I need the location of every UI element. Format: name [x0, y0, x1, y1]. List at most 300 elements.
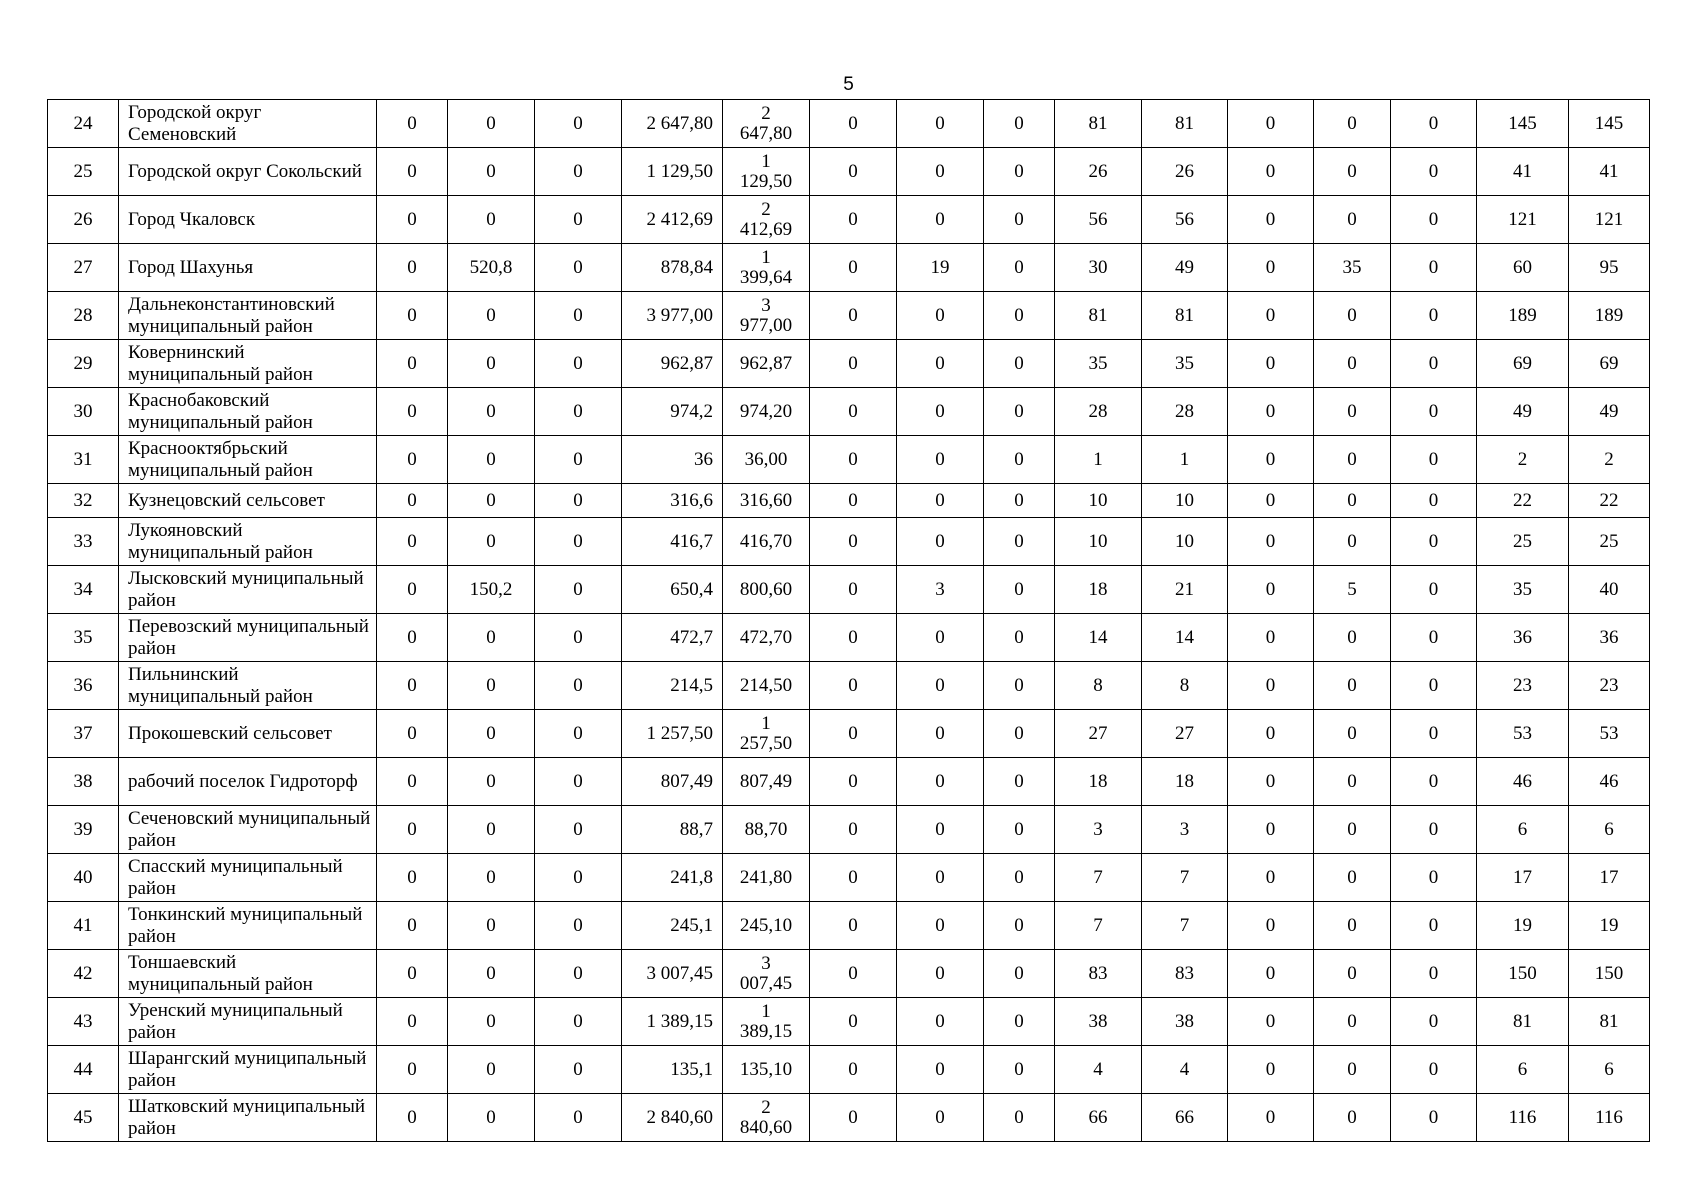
value-cell-c15: 46 [1569, 758, 1650, 806]
value-cell-c1: 0 [377, 1094, 448, 1142]
value-cell-c7: 3 [897, 566, 984, 614]
value-cell-c8: 0 [984, 148, 1055, 196]
value-cell-c5: 316,60 [723, 484, 810, 518]
value-cell-c10: 18 [1142, 758, 1228, 806]
row-number-cell: 33 [48, 518, 119, 566]
value-cell-c10: 7 [1142, 902, 1228, 950]
value-cell-c1: 0 [377, 388, 448, 436]
value-cell-c8: 0 [984, 1094, 1055, 1142]
row-number-cell: 39 [48, 806, 119, 854]
value-cell-c11: 0 [1228, 100, 1314, 148]
table-row [48, 998, 1650, 1046]
value-cell-c12: 0 [1314, 1094, 1391, 1142]
value-cell-c5: 2 647,80 [723, 100, 810, 148]
value-cell-c13: 0 [1391, 1046, 1477, 1094]
data-table [47, 99, 1650, 1142]
value-cell-c13: 0 [1391, 806, 1477, 854]
value-cell-c11: 0 [1228, 998, 1314, 1046]
value-cell-c13: 0 [1391, 950, 1477, 998]
value-cell-c6: 0 [810, 998, 897, 1046]
value-cell-c8: 0 [984, 758, 1055, 806]
value-cell-c12: 0 [1314, 998, 1391, 1046]
value-cell-c5: 36,00 [723, 436, 810, 484]
value-cell-c3: 0 [535, 758, 622, 806]
value-cell-c14: 60 [1477, 244, 1569, 292]
table-row [48, 518, 1650, 566]
territory-name-cell: Дальнеконстантиновский муниципальный район [119, 292, 377, 340]
value-cell-c11: 0 [1228, 244, 1314, 292]
territory-name-cell: Городской округ Сокольский [119, 148, 377, 196]
value-cell-c15: 25 [1569, 518, 1650, 566]
value-cell-c7: 0 [897, 484, 984, 518]
value-cell-c9: 83 [1055, 950, 1142, 998]
value-cell-c13: 0 [1391, 340, 1477, 388]
table-row [48, 100, 1650, 148]
value-cell-c2: 0 [448, 806, 535, 854]
value-cell-c6: 0 [810, 148, 897, 196]
value-cell-c14: 2 [1477, 436, 1569, 484]
value-cell-c9: 18 [1055, 566, 1142, 614]
value-cell-c15: 49 [1569, 388, 1650, 436]
value-cell-c2: 0 [448, 998, 535, 1046]
value-cell-c14: 69 [1477, 340, 1569, 388]
value-cell-c7: 0 [897, 1046, 984, 1094]
value-cell-c5: 472,70 [723, 614, 810, 662]
value-cell-c14: 6 [1477, 1046, 1569, 1094]
value-cell-c7: 0 [897, 710, 984, 758]
value-cell-c2: 0 [448, 148, 535, 196]
value-cell-c4: 316,6 [622, 484, 723, 518]
value-cell-c9: 4 [1055, 1046, 1142, 1094]
value-cell-c11: 0 [1228, 854, 1314, 902]
row-number-cell: 35 [48, 614, 119, 662]
value-cell-c11: 0 [1228, 292, 1314, 340]
value-cell-c15: 189 [1569, 292, 1650, 340]
value-cell-c14: 81 [1477, 998, 1569, 1046]
value-cell-c8: 0 [984, 340, 1055, 388]
value-cell-c12: 0 [1314, 148, 1391, 196]
value-cell-c13: 0 [1391, 854, 1477, 902]
row-number-cell: 29 [48, 340, 119, 388]
value-cell-c14: 116 [1477, 1094, 1569, 1142]
value-cell-c11: 0 [1228, 1094, 1314, 1142]
value-cell-c10: 27 [1142, 710, 1228, 758]
value-cell-c4: 135,1 [622, 1046, 723, 1094]
value-cell-c14: 23 [1477, 662, 1569, 710]
value-cell-c2: 0 [448, 388, 535, 436]
value-cell-c11: 0 [1228, 614, 1314, 662]
territory-name-cell: Перевозский муниципальный район [119, 614, 377, 662]
value-cell-c5: 800,60 [723, 566, 810, 614]
value-cell-c4: 1 257,50 [622, 710, 723, 758]
value-cell-c10: 8 [1142, 662, 1228, 710]
value-cell-c9: 81 [1055, 100, 1142, 148]
value-cell-c5: 1 257,50 [723, 710, 810, 758]
value-cell-c3: 0 [535, 806, 622, 854]
value-cell-c10: 81 [1142, 292, 1228, 340]
value-cell-c11: 0 [1228, 710, 1314, 758]
value-cell-c6: 0 [810, 244, 897, 292]
table-row [48, 806, 1650, 854]
territory-name-cell: Лукояновский муниципальный район [119, 518, 377, 566]
value-cell-c4: 807,49 [622, 758, 723, 806]
value-cell-c3: 0 [535, 196, 622, 244]
territory-name-cell: Ковернинский муниципальный район [119, 340, 377, 388]
value-cell-c10: 56 [1142, 196, 1228, 244]
value-cell-c7: 0 [897, 854, 984, 902]
table-row [48, 1094, 1650, 1142]
value-cell-c15: 23 [1569, 662, 1650, 710]
value-cell-c5: 3 007,45 [723, 950, 810, 998]
value-cell-c4: 36 [622, 436, 723, 484]
value-cell-c4: 3 977,00 [622, 292, 723, 340]
value-cell-c4: 88,7 [622, 806, 723, 854]
value-cell-c3: 0 [535, 854, 622, 902]
row-number-cell: 24 [48, 100, 119, 148]
value-cell-c9: 30 [1055, 244, 1142, 292]
value-cell-c13: 0 [1391, 148, 1477, 196]
value-cell-c2: 520,8 [448, 244, 535, 292]
value-cell-c1: 0 [377, 484, 448, 518]
value-cell-c14: 121 [1477, 196, 1569, 244]
value-cell-c8: 0 [984, 518, 1055, 566]
value-cell-c13: 0 [1391, 292, 1477, 340]
value-cell-c4: 3 007,45 [622, 950, 723, 998]
value-cell-c13: 0 [1391, 710, 1477, 758]
territory-name-cell: Краснооктябрьский муниципальный район [119, 436, 377, 484]
territory-name-cell: Тоншаевский муниципальный район [119, 950, 377, 998]
value-cell-c8: 0 [984, 662, 1055, 710]
value-cell-c9: 28 [1055, 388, 1142, 436]
table-body [48, 100, 1650, 1142]
value-cell-c15: 53 [1569, 710, 1650, 758]
value-cell-c12: 0 [1314, 436, 1391, 484]
value-cell-c14: 46 [1477, 758, 1569, 806]
value-cell-c15: 6 [1569, 1046, 1650, 1094]
value-cell-c8: 0 [984, 388, 1055, 436]
value-cell-c12: 0 [1314, 758, 1391, 806]
value-cell-c11: 0 [1228, 662, 1314, 710]
table-row [48, 710, 1650, 758]
value-cell-c7: 0 [897, 388, 984, 436]
table-row [48, 196, 1650, 244]
table-row [48, 484, 1650, 518]
value-cell-c6: 0 [810, 196, 897, 244]
territory-name-cell: Кузнецовский сельсовет [119, 484, 377, 518]
value-cell-c1: 0 [377, 806, 448, 854]
value-cell-c1: 0 [377, 518, 448, 566]
value-cell-c9: 66 [1055, 1094, 1142, 1142]
territory-name-cell: рабочий поселок Гидроторф [119, 758, 377, 806]
value-cell-c4: 214,5 [622, 662, 723, 710]
value-cell-c6: 0 [810, 1046, 897, 1094]
row-number-cell: 30 [48, 388, 119, 436]
value-cell-c6: 0 [810, 950, 897, 998]
value-cell-c1: 0 [377, 436, 448, 484]
value-cell-c4: 974,2 [622, 388, 723, 436]
value-cell-c15: 69 [1569, 340, 1650, 388]
value-cell-c1: 0 [377, 662, 448, 710]
value-cell-c13: 0 [1391, 388, 1477, 436]
value-cell-c12: 0 [1314, 388, 1391, 436]
value-cell-c8: 0 [984, 436, 1055, 484]
territory-name-cell: Тонкинский муниципальный район [119, 902, 377, 950]
value-cell-c4: 416,7 [622, 518, 723, 566]
value-cell-c2: 0 [448, 100, 535, 148]
value-cell-c9: 7 [1055, 854, 1142, 902]
value-cell-c13: 0 [1391, 484, 1477, 518]
territory-name-cell: Шатковский муниципальный район [119, 1094, 377, 1142]
value-cell-c7: 0 [897, 950, 984, 998]
table-row [48, 758, 1650, 806]
value-cell-c2: 0 [448, 710, 535, 758]
row-number-cell: 25 [48, 148, 119, 196]
value-cell-c10: 14 [1142, 614, 1228, 662]
value-cell-c9: 1 [1055, 436, 1142, 484]
value-cell-c10: 1 [1142, 436, 1228, 484]
value-cell-c3: 0 [535, 902, 622, 950]
value-cell-c14: 53 [1477, 710, 1569, 758]
value-cell-c14: 6 [1477, 806, 1569, 854]
value-cell-c1: 0 [377, 758, 448, 806]
value-cell-c4: 1 129,50 [622, 148, 723, 196]
value-cell-c12: 0 [1314, 1046, 1391, 1094]
value-cell-c9: 3 [1055, 806, 1142, 854]
value-cell-c7: 0 [897, 100, 984, 148]
value-cell-c15: 6 [1569, 806, 1650, 854]
row-number-cell: 32 [48, 484, 119, 518]
value-cell-c5: 1 129,50 [723, 148, 810, 196]
territory-name-cell: Краснобаковский муниципальный район [119, 388, 377, 436]
value-cell-c8: 0 [984, 854, 1055, 902]
row-number-cell: 27 [48, 244, 119, 292]
value-cell-c6: 0 [810, 566, 897, 614]
value-cell-c3: 0 [535, 484, 622, 518]
value-cell-c5: 214,50 [723, 662, 810, 710]
value-cell-c6: 0 [810, 436, 897, 484]
value-cell-c4: 650,4 [622, 566, 723, 614]
value-cell-c12: 0 [1314, 100, 1391, 148]
value-cell-c4: 2 840,60 [622, 1094, 723, 1142]
value-cell-c11: 0 [1228, 388, 1314, 436]
table-row [48, 292, 1650, 340]
value-cell-c8: 0 [984, 566, 1055, 614]
value-cell-c4: 2 647,80 [622, 100, 723, 148]
value-cell-c11: 0 [1228, 518, 1314, 566]
value-cell-c10: 49 [1142, 244, 1228, 292]
value-cell-c3: 0 [535, 292, 622, 340]
value-cell-c1: 0 [377, 196, 448, 244]
value-cell-c6: 0 [810, 758, 897, 806]
value-cell-c14: 36 [1477, 614, 1569, 662]
value-cell-c1: 0 [377, 340, 448, 388]
value-cell-c14: 19 [1477, 902, 1569, 950]
value-cell-c15: 95 [1569, 244, 1650, 292]
territory-name-cell: Городской округ Семеновский [119, 100, 377, 148]
table-row [48, 388, 1650, 436]
value-cell-c9: 7 [1055, 902, 1142, 950]
value-cell-c2: 0 [448, 662, 535, 710]
value-cell-c5: 962,87 [723, 340, 810, 388]
table-row [48, 662, 1650, 710]
value-cell-c8: 0 [984, 806, 1055, 854]
row-number-cell: 26 [48, 196, 119, 244]
value-cell-c6: 0 [810, 902, 897, 950]
value-cell-c2: 150,2 [448, 566, 535, 614]
value-cell-c13: 0 [1391, 244, 1477, 292]
value-cell-c4: 241,8 [622, 854, 723, 902]
value-cell-c12: 0 [1314, 902, 1391, 950]
value-cell-c2: 0 [448, 950, 535, 998]
value-cell-c3: 0 [535, 614, 622, 662]
territory-name-cell: Пильнинский муниципальный район [119, 662, 377, 710]
value-cell-c10: 10 [1142, 484, 1228, 518]
value-cell-c1: 0 [377, 902, 448, 950]
row-number-cell: 42 [48, 950, 119, 998]
value-cell-c11: 0 [1228, 902, 1314, 950]
value-cell-c13: 0 [1391, 758, 1477, 806]
value-cell-c15: 116 [1569, 1094, 1650, 1142]
value-cell-c9: 8 [1055, 662, 1142, 710]
value-cell-c12: 0 [1314, 518, 1391, 566]
value-cell-c6: 0 [810, 292, 897, 340]
value-cell-c10: 10 [1142, 518, 1228, 566]
value-cell-c7: 0 [897, 902, 984, 950]
value-cell-c7: 0 [897, 1094, 984, 1142]
value-cell-c7: 0 [897, 292, 984, 340]
value-cell-c6: 0 [810, 518, 897, 566]
value-cell-c2: 0 [448, 196, 535, 244]
value-cell-c5: 2 412,69 [723, 196, 810, 244]
value-cell-c7: 19 [897, 244, 984, 292]
value-cell-c9: 10 [1055, 484, 1142, 518]
value-cell-c2: 0 [448, 902, 535, 950]
value-cell-c14: 189 [1477, 292, 1569, 340]
table-row [48, 1046, 1650, 1094]
value-cell-c9: 81 [1055, 292, 1142, 340]
value-cell-c11: 0 [1228, 196, 1314, 244]
value-cell-c8: 0 [984, 244, 1055, 292]
value-cell-c15: 145 [1569, 100, 1650, 148]
territory-name-cell: Спасский муниципальный район [119, 854, 377, 902]
row-number-cell: 45 [48, 1094, 119, 1142]
value-cell-c10: 3 [1142, 806, 1228, 854]
value-cell-c3: 0 [535, 710, 622, 758]
value-cell-c4: 1 389,15 [622, 998, 723, 1046]
value-cell-c15: 17 [1569, 854, 1650, 902]
value-cell-c13: 0 [1391, 100, 1477, 148]
value-cell-c13: 0 [1391, 614, 1477, 662]
value-cell-c4: 878,84 [622, 244, 723, 292]
territory-name-cell: Уренский муниципальный район [119, 998, 377, 1046]
value-cell-c10: 7 [1142, 854, 1228, 902]
value-cell-c13: 0 [1391, 998, 1477, 1046]
value-cell-c15: 41 [1569, 148, 1650, 196]
row-number-cell: 44 [48, 1046, 119, 1094]
value-cell-c2: 0 [448, 1094, 535, 1142]
value-cell-c14: 150 [1477, 950, 1569, 998]
value-cell-c6: 0 [810, 1094, 897, 1142]
value-cell-c2: 0 [448, 484, 535, 518]
value-cell-c8: 0 [984, 292, 1055, 340]
value-cell-c1: 0 [377, 1046, 448, 1094]
value-cell-c2: 0 [448, 1046, 535, 1094]
value-cell-c3: 0 [535, 436, 622, 484]
territory-name-cell: Лысковский муниципальный район [119, 566, 377, 614]
value-cell-c6: 0 [810, 662, 897, 710]
value-cell-c12: 0 [1314, 662, 1391, 710]
value-cell-c15: 22 [1569, 484, 1650, 518]
value-cell-c11: 0 [1228, 758, 1314, 806]
value-cell-c15: 121 [1569, 196, 1650, 244]
value-cell-c3: 0 [535, 388, 622, 436]
value-cell-c6: 0 [810, 854, 897, 902]
value-cell-c12: 0 [1314, 806, 1391, 854]
value-cell-c1: 0 [377, 148, 448, 196]
value-cell-c13: 0 [1391, 1094, 1477, 1142]
value-cell-c11: 0 [1228, 806, 1314, 854]
value-cell-c10: 21 [1142, 566, 1228, 614]
value-cell-c9: 38 [1055, 998, 1142, 1046]
value-cell-c6: 0 [810, 710, 897, 758]
value-cell-c3: 0 [535, 998, 622, 1046]
value-cell-c5: 416,70 [723, 518, 810, 566]
value-cell-c5: 807,49 [723, 758, 810, 806]
table-row [48, 854, 1650, 902]
value-cell-c13: 0 [1391, 566, 1477, 614]
value-cell-c14: 35 [1477, 566, 1569, 614]
value-cell-c1: 0 [377, 292, 448, 340]
value-cell-c14: 41 [1477, 148, 1569, 196]
value-cell-c3: 0 [535, 950, 622, 998]
value-cell-c7: 0 [897, 518, 984, 566]
table-row [48, 950, 1650, 998]
value-cell-c10: 26 [1142, 148, 1228, 196]
value-cell-c10: 83 [1142, 950, 1228, 998]
territory-name-cell: Сеченовский муниципальный район [119, 806, 377, 854]
value-cell-c7: 0 [897, 340, 984, 388]
table-row [48, 340, 1650, 388]
value-cell-c5: 974,20 [723, 388, 810, 436]
value-cell-c3: 0 [535, 1094, 622, 1142]
value-cell-c8: 0 [984, 196, 1055, 244]
value-cell-c15: 40 [1569, 566, 1650, 614]
territory-name-cell: Город Шахунья [119, 244, 377, 292]
value-cell-c14: 49 [1477, 388, 1569, 436]
value-cell-c12: 0 [1314, 854, 1391, 902]
value-cell-c5: 2 840,60 [723, 1094, 810, 1142]
value-cell-c15: 19 [1569, 902, 1650, 950]
value-cell-c13: 0 [1391, 902, 1477, 950]
value-cell-c4: 472,7 [622, 614, 723, 662]
row-number-cell: 38 [48, 758, 119, 806]
value-cell-c1: 0 [377, 998, 448, 1046]
value-cell-c12: 5 [1314, 566, 1391, 614]
value-cell-c7: 0 [897, 614, 984, 662]
value-cell-c12: 35 [1314, 244, 1391, 292]
table-row [48, 436, 1650, 484]
table-row [48, 244, 1650, 292]
value-cell-c10: 4 [1142, 1046, 1228, 1094]
row-number-cell: 31 [48, 436, 119, 484]
value-cell-c1: 0 [377, 566, 448, 614]
value-cell-c15: 150 [1569, 950, 1650, 998]
value-cell-c7: 0 [897, 196, 984, 244]
value-cell-c2: 0 [448, 614, 535, 662]
value-cell-c8: 0 [984, 100, 1055, 148]
territory-name-cell: Шарангский муниципальный район [119, 1046, 377, 1094]
value-cell-c2: 0 [448, 292, 535, 340]
